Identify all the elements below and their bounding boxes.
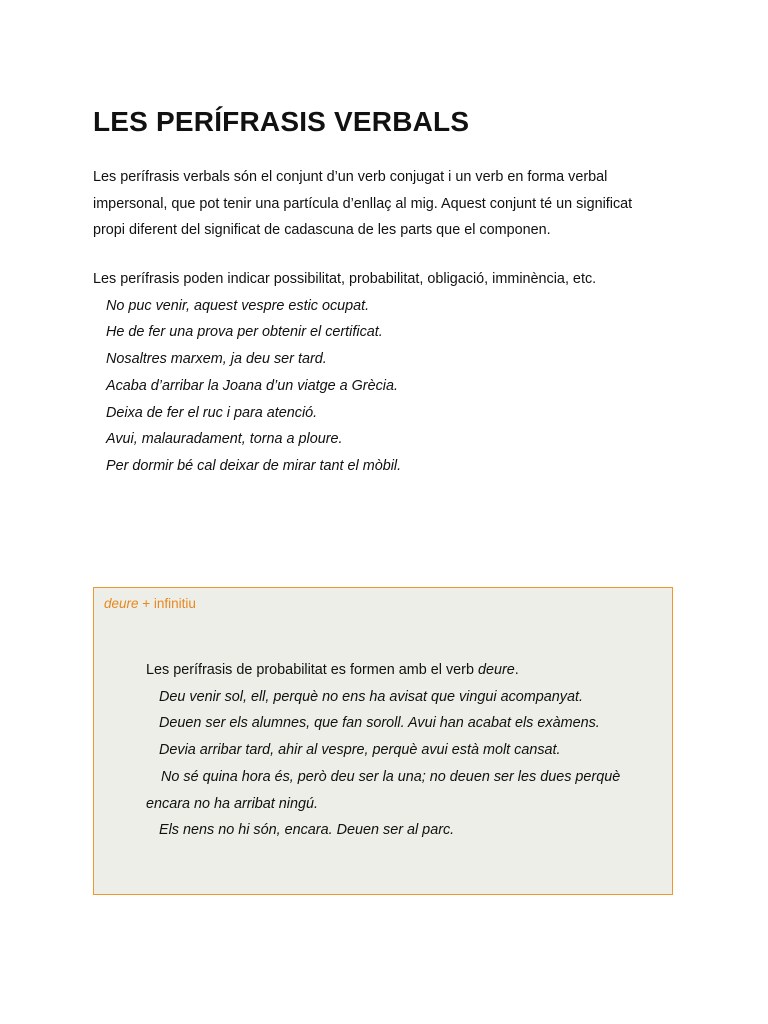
example-sentence: Nosaltres marxem, ja deu ser tard.	[106, 351, 327, 368]
example-sentence: Acaba d’arribar la Joana d’un viatge a Grècia.	[106, 377, 398, 394]
uses-section	[93, 266, 693, 480]
example-sentence: Avui, malauradament, torna a ploure.	[106, 431, 343, 448]
box-lead-prefix: Les perífrasis de probabilitat es formen amb el verb	[146, 662, 478, 678]
box-example-sentence: Deu venir sol, ell, perquè no ens ha avisat que vingui acompanyat.	[159, 688, 583, 705]
box-example-list	[146, 684, 666, 844]
example-sentence: Per dormir bé cal deixar de mirar tant el mòbil.	[106, 457, 402, 474]
intro-line: Les perífrasis verbals són el conjunt d’un verb conjugat i un verb en forma verbal	[93, 169, 608, 185]
box-example-sentence: Devia arribar tard, ahir al vespre, perquè avui està molt cansat.	[159, 742, 561, 759]
example-sentence: No puc venir, aquest vespre estic ocupat.	[106, 297, 370, 314]
deure-infinitiu-box	[93, 587, 673, 895]
uses-example-list	[93, 293, 693, 480]
box-example-line: No sé quina hora és, però deu ser la una; no deuen ser les dues perquè	[161, 768, 621, 785]
box-body	[146, 657, 666, 844]
box-lead-verb: deure	[477, 662, 515, 678]
box-lead	[146, 657, 666, 684]
box-example-sentence: Els nens no hi són, encara. Deuen ser al parc.	[159, 822, 455, 839]
example-sentence: He de fer una prova per obtenir el certificat.	[106, 324, 383, 341]
box-header	[104, 595, 196, 613]
intro-line: propi diferent del significat de cadascuna de les parts que el componen.	[93, 222, 551, 239]
box-header-verb: deure	[104, 596, 139, 611]
example-sentence: Deixa de fer el ruc i para atenció.	[106, 404, 318, 421]
box-example-sentence-long	[146, 764, 666, 817]
intro-paragraph	[93, 164, 683, 244]
page-title: LES PERÍFRASIS VERBALS	[93, 106, 470, 137]
intro-line: impersonal, que pot tenir una partícula d’enllaç al mig. Aquest conjunt té un significat	[93, 195, 633, 212]
box-example-line: encara no ha arribat ningú.	[146, 795, 319, 812]
box-example-sentence: Deuen ser els alumnes, que fan soroll. Avui han acabat els exàmens.	[159, 715, 600, 732]
box-lead-suffix: .	[514, 662, 519, 678]
uses-lead: Les perífrasis poden indicar possibilitat, probabilitat, obligació, imminència, etc.	[93, 271, 597, 287]
box-header-rest: + infinitiu	[138, 596, 196, 611]
